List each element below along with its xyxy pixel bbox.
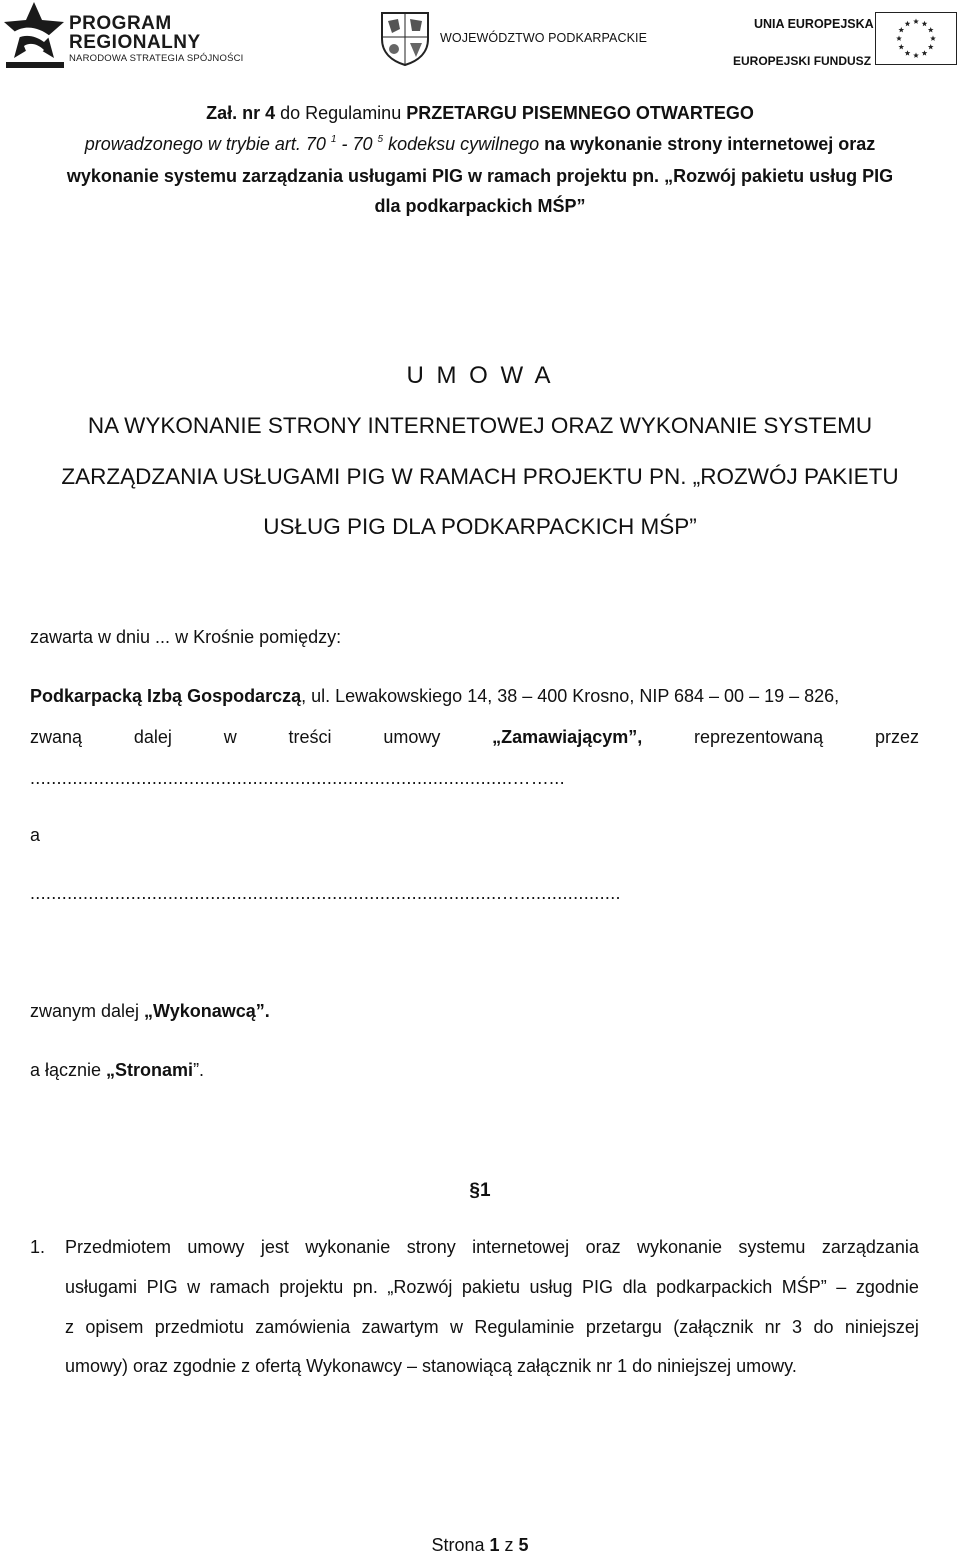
civil-code-text: kodeksu cywilnego: [383, 134, 540, 154]
attachment-mid: do Regulaminu: [275, 103, 407, 123]
subject-text-3: wykonanie systemu zarządzania usługami PIG w ramach projektu pn. „Rozwój pakietu usług PIG: [66, 166, 894, 186]
party1-line: [30, 686, 839, 707]
point-line-3-word: zamówienia: [255, 1317, 351, 1337]
representative-placeholder: ...........................................................................................……...: [30, 768, 565, 788]
point-line-2-word: PIG: [146, 1277, 178, 1297]
and-word: a: [30, 825, 41, 845]
point-line-2-word: pn.: [352, 1277, 378, 1297]
point-line-2-word: –: [836, 1277, 847, 1297]
party1-role-word: w: [223, 727, 237, 747]
point-line-3-word: do: [813, 1317, 834, 1337]
point-line-2-word: MŚP”: [781, 1277, 827, 1297]
point-line-1-word: internetowej: [472, 1237, 570, 1257]
party1-role-word: reprezentowaną: [694, 727, 824, 747]
point-line-2-word: podkarpackich: [656, 1277, 773, 1297]
point-line-4: umowy) oraz zgodnie z ofertą Wykonawcy – stanowiącą załącznik nr 1 do niniejszej umowy.: [65, 1356, 797, 1376]
footer-page-label: Strona: [431, 1535, 490, 1554]
footer-current-page: 1: [489, 1535, 500, 1554]
point-line-2-word: usług: [529, 1277, 573, 1297]
point-line-2-word: usługami: [65, 1277, 138, 1297]
party1-role-word: umowy: [383, 727, 441, 747]
party1-role-word: zwaną: [30, 727, 83, 747]
attachment-prefix: Zał. nr: [206, 103, 266, 123]
legal-basis-line: [0, 134, 960, 155]
point-line-1-word: wykonanie: [636, 1237, 723, 1257]
section-sign: §1: [469, 1180, 491, 1201]
party1-address: , ul. Lewakowskiego 14, 38 – 400 Krosno, NIP 684 – 00 – 19 – 826,: [301, 686, 840, 706]
party1-role-word: „Zamawiającym”,: [492, 727, 643, 747]
point-number: 1.: [30, 1237, 46, 1257]
party1-role-word: dalej: [133, 727, 172, 747]
tender-type: PRZETARGU PISEMNEGO OTWARTEGO: [406, 103, 754, 123]
point-line-1: [65, 1237, 919, 1258]
together-name: „Stronami: [106, 1060, 194, 1080]
party1-role-line: [30, 727, 919, 748]
point-line-2-word: dla: [622, 1277, 647, 1297]
legal-sup2: 5: [377, 134, 384, 145]
point-line-3-word: w: [450, 1317, 464, 1337]
point-line-3-word: Regulaminie: [474, 1317, 575, 1337]
point-line-2-word: PIG: [582, 1277, 614, 1297]
party1-role-word: przez: [874, 727, 919, 747]
point-line-3-word: 3: [792, 1317, 803, 1337]
concluded-line: zawarta w dniu ... w Krośnie pomiędzy:: [30, 627, 342, 647]
footer-of-label: z: [499, 1535, 519, 1554]
subject-line-4: [0, 196, 960, 217]
point-line-1-word: wykonanie: [305, 1237, 391, 1257]
contractor-name: „Wykonawcą”.: [144, 1001, 270, 1021]
attachment-number: 4: [265, 103, 276, 123]
program-line2: REGIONALNY: [69, 32, 201, 53]
point-line-1-word: oraz: [585, 1237, 621, 1257]
point-line-1-word: strony: [406, 1237, 456, 1257]
program-line1: PROGRAM: [69, 13, 172, 34]
eu-flag-icon: [875, 12, 957, 65]
point-line-3-word: nr: [764, 1317, 781, 1337]
point-line-3: [65, 1317, 919, 1338]
legal-basis-text: prowadzonego w trybie art. 70: [84, 134, 331, 154]
contractor-prefix: zwanym dalej: [30, 1001, 145, 1021]
contractor-placeholder: .........................................................................................…...................: [30, 883, 621, 903]
point-line-3-word: niniejszej: [844, 1317, 919, 1337]
point-line-2-word: pakietu: [461, 1277, 520, 1297]
subject-text: na wykonanie strony internetowej oraz: [539, 134, 876, 154]
point-line-2-word: w: [187, 1277, 201, 1297]
subject-text-4: dla podkarpackich MŚP”: [374, 196, 586, 216]
point-line-1-word: Przedmiotem: [65, 1237, 172, 1257]
point-line-3-word: opisem: [85, 1317, 144, 1337]
point-line-1-word: zarządzania: [821, 1237, 919, 1257]
voivodeship-crest-icon: [378, 9, 432, 67]
point-line-1-word: jest: [260, 1237, 289, 1257]
point-line-3-word: z: [65, 1317, 74, 1337]
program-regionalny-text: [69, 14, 244, 65]
contractor-line: [30, 1001, 270, 1022]
point-line-2-word: zgodnie: [855, 1277, 919, 1297]
program-line3: NARODOWA STRATEGIA SPÓJNOŚCI: [69, 53, 244, 64]
eu-label: UNIA EUROPEJSKA: [754, 17, 874, 31]
point-line-3-word: przedmiotu: [154, 1317, 244, 1337]
parties-together-line: [30, 1060, 204, 1081]
document-subtitle-1: NA WYKONANIE STRONY INTERNETOWEJ ORAZ WYKONANIE SYSTEMU: [87, 413, 873, 438]
point-line-2-word: projektu: [279, 1277, 344, 1297]
point-line-2: [65, 1277, 919, 1298]
document-title: U M O W A: [406, 362, 554, 389]
attachment-line: [0, 103, 960, 124]
together-suffix: ”.: [193, 1060, 205, 1080]
footer-total-pages: 5: [518, 1535, 529, 1554]
voivodeship-label: WOJEWÓDZTWO PODKARPACKIE: [440, 31, 648, 45]
point-line-1-word: umowy: [187, 1237, 245, 1257]
party1-role-word: treści: [288, 727, 332, 747]
point-line-3-word: przetargu: [585, 1317, 662, 1337]
point-line-3-word: (załącznik: [673, 1317, 754, 1337]
document-subtitle-3: USŁUG PIG DLA PODKARPACKICH MŚP”: [263, 514, 697, 539]
document-subtitle-2: ZARZĄDZANIA USŁUGAMI PIG W RAMACH PROJEKTU PN. „ROZWÓJ PAKIETU: [61, 464, 899, 489]
point-line-2-word: „Rozwój: [387, 1277, 453, 1297]
page-header: [0, 0, 960, 75]
party1-name: Podkarpacką Izbą Gospodarczą: [30, 686, 302, 706]
page-footer: [0, 1535, 960, 1554]
together-prefix: a łącznie: [30, 1060, 107, 1080]
program-regionalny-logo-icon: [4, 2, 66, 68]
subject-line-3: [0, 166, 960, 187]
point-line-1-word: systemu: [738, 1237, 806, 1257]
point-line-3-word: zawartym: [361, 1317, 439, 1337]
eu-fund-label: EUROPEJSKI FUNDUSZ: [733, 54, 872, 68]
legal-basis-text2: - 70: [336, 134, 378, 154]
legal-sup1: 1: [330, 134, 337, 145]
point-line-2-word: ramach: [209, 1277, 270, 1297]
